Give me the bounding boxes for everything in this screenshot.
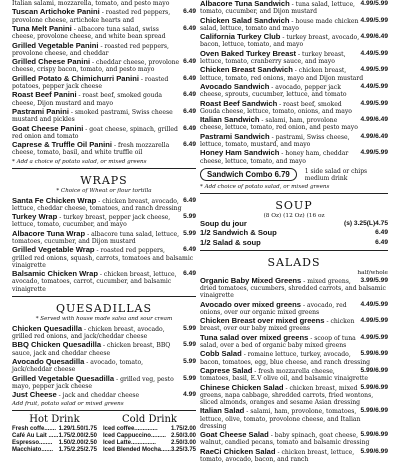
item-name: Albacore Tuna Wrap [12,228,86,238]
item-price: 5.99/6.99 [360,350,388,358]
item-name: 1/2 Sandwich & Soup [200,228,277,238]
drink-label: Macchiato....... [12,447,54,454]
quesadillas-subtitle: * Served with house made salsa and sour cream [35,315,173,322]
item-description: - roast beef, smoked Gouda cheese, lettuce, tomato, onions, and mayo [200,100,352,115]
item-price: 5.99/6.99 [360,407,388,415]
quesadillas-note: Add fruit, potato salad or mixed greens [12,401,124,408]
item-name: Chicken Breast Sandwich [200,65,293,75]
menu-item [200,431,388,446]
item-description: - romaine lettuce, turkey, avocado, bacon, tomatoes, egg, blue cheese, and ranch dressing [200,351,371,366]
item-price: 4.49/5.99 [360,82,388,90]
item-price: 5.99 [183,229,196,237]
item-name: RaeCi Chicken Salad [200,446,276,456]
item-price: 4.49/5.99 [360,49,388,57]
drink-price: 1.50/2.00/2.50 [58,440,97,447]
menu-item [200,50,388,65]
item-description: - chicken breast, avocado, lettuce, cheddar cheese, tomatoes, and ranch dressing [12,197,182,212]
item-price: 4.99/6.49 [360,132,388,140]
drink-label: Iced coffee.............. [102,426,158,433]
drink-row [103,426,196,433]
divider [12,168,196,169]
salads-size-hint: half/whole [357,269,388,276]
item-name: Pastrami Sandwich [200,131,270,141]
item-price: 3.99/5.99 [360,276,388,284]
menu-item [12,246,196,269]
drink-row [12,426,97,433]
menu-item [200,33,388,48]
drinks-section [12,414,196,454]
wraps-heading: WRAPS [80,173,128,187]
menu-item [12,8,196,23]
item-name: Cobb Salad [200,349,242,359]
item-name: Soup du jour [200,218,247,228]
item-price: 6.49 [183,107,196,115]
item-price: 4.99/5.99 [360,333,388,341]
divider [12,296,196,297]
item-description: - baby spinach, goat cheese, walnut, candied pecans, tomato and balsamic dressing [200,432,370,447]
sandwich-note: * Add choice of potato salad, or mixed greens [200,183,330,190]
item-name: Chicken Salad Sandwich [200,15,290,25]
item-name: Organic Baby Mixed Greens [200,275,302,285]
item-price: 4.99/5.99 [360,149,388,157]
item-name: Goat Cheese Panini [12,123,84,133]
menu-item [12,270,196,293]
item-name: Honey Ham Sandwich [200,148,280,158]
drink-label: Iced Cappuccino......... [102,433,166,440]
item-price: 6.49 [183,58,196,66]
drink-row [12,433,97,440]
menu-item [200,100,388,115]
wraps-list [12,197,196,293]
item-name: Italian Salad [200,406,245,416]
item-description: - avocado, pepper jack cheese, sprouts, cucumber, lettuce, and tomato [200,83,347,99]
soup-list [200,220,388,247]
item-price: 5.99 [183,357,196,365]
item-name: Roast Beef Sandwich [200,98,278,108]
item-description: - tuna salad, lettuce, tomato, cucumber, and Dijon mustard [200,1,355,16]
cold-drinks-list [103,426,196,454]
combo-description: 1 side salad or chips medium drink [304,167,368,182]
item-name: Avocado Sandwich [200,81,270,91]
menu-item [200,334,388,349]
drink-row [103,440,196,447]
menu-item [12,125,196,140]
item-name: Turkey Wrap [12,212,58,222]
item-description: - house made chicken salad, lettuce, tomato and mayo [200,17,359,32]
menu-item [200,350,388,365]
item-description: Italian salami, mozzarella, tomato, and pesto mayo [12,0,170,7]
item-price: 4.49/5.99 [360,300,388,308]
item-description: - pastrami, Swiss cheese, lettuce, tomato, mustard, and mayo [200,133,350,148]
item-name: Albacore Tuna Sandwich [200,0,290,8]
item-description: - roasted red peppers, grilled red onions, squash, carrots, tomatoes and balsamic vinaigrette [12,247,194,269]
item-price: 5.99/6.99 [360,447,388,455]
item-description: - chicken breast, lettuce, tomato, red onions, mayo and Dijon mustard [200,67,364,82]
item-name: Balsamic Chicken Wrap [12,269,98,279]
item-name: Grilled Vegetable Quesadilla [12,373,115,383]
drink-price: 1.29/1.50/1.75 [58,426,97,433]
item-name: Tuna salad over mixed greens [200,332,309,342]
item-description: - albacore tuna salad, swiss cheese, provolone cheese, and white bean spread [12,25,166,41]
item-price: 5.99 [183,324,196,332]
item-description: - albacore tuna salad, lettuce, tomatoes, cucumber, and Dijon mustard [12,230,180,245]
left-column [12,0,196,454]
item-name: Santa Fe Chicken Wrap [12,195,97,205]
item-price: 6.49 [183,124,196,132]
item-price: 6.49 [183,74,196,82]
item-name: Grilled Vegetable Wrap [12,245,95,255]
menu-item [200,317,388,332]
quesadillas-heading: QUESADILLAS [55,301,153,315]
menu-item [12,141,196,156]
item-name: California Turkey Club [200,32,281,42]
right-column [200,0,388,463]
item-description: - fresh mozzarella cheese, tomatoes, basil, E.V olive oil, and balsamic vinaigrette [200,367,368,383]
item-name: Grilled Vegetable Panini [12,40,99,50]
item-price: (s) 3.25(L)4.75 [344,219,388,227]
item-name: Chicken Quesadilla [12,323,83,333]
menu-item [200,407,388,430]
item-description: - roast beef, smoked gouda cheese, Dijon mustard and mayo [12,92,162,107]
menu-item [12,25,196,40]
item-price: 4.99/5.99 [360,0,388,7]
menu-item [200,83,388,98]
item-description: - salami, ham, provolone cheese, lettuce, tomato, red onion, and pesto mayo [200,117,358,132]
hot-drinks-list [12,426,97,454]
item-name: Caprese & Truffle Oil Panini [12,140,113,150]
drink-row [103,447,196,454]
drink-row [12,440,97,447]
soup-sizes: (8 Oz) (12 Oz) (16 oz [263,212,325,219]
item-description: - smoked pastrami, Swiss cheese mustard and pickles [12,108,173,124]
item-name: Chinese Chicken Salad [200,382,284,392]
item-name: Roast Beef Panini [12,90,77,100]
item-description: - cheddar cheese, provolone cheese, crispy bacon, tomato, and pesto mayo [12,59,180,74]
item-price: 5.99/6.99 [360,383,388,391]
item-price: 6.49 [183,24,196,32]
drink-label: Iced Blended Mocha...... [102,447,171,454]
drink-label: Iced Latte............... [102,440,156,447]
menu-item [12,42,196,57]
item-price: 5.99 [183,341,196,349]
item-price: 6.49 [375,229,388,237]
salads-heading: SALADS [267,255,321,269]
menu-item [200,229,388,237]
combo-row [200,168,388,182]
item-price: 6.49 [183,196,196,204]
item-description: - salami, ham, provolone, tomatoes, lettuce, olive, tomato, provolone cheese, and Italian dressing [200,408,361,430]
item-name: Just Cheese [12,390,57,400]
drink-price: 1.75/2.25/2.75 [58,447,97,454]
menu-item [12,75,196,90]
item-description: - chicken breast, over our baby mixed greens [200,318,355,333]
item-description: - turkey breast, avocado, bacon, lettuce, tomato, and mayo [200,34,360,49]
item-description: - chicken breast, mixed greens, napa cabbage, shredded carrots, fried wontons, sliced almonds, oranges and sesame Asian dressing [200,384,374,406]
item-description: - scoop of tuna salad, over a bed of organic baby mixed greens [200,334,356,349]
item-price: 5.99/6.99 [360,366,388,374]
item-description: - chicken breast, avocado, grilled red onions, and jack/cheddar cheese [12,325,165,340]
item-name: Goat Cheese Salad [200,430,269,440]
soup-heading: SOUP [275,198,313,212]
item-name: BBQ Chicken Quesadilla [12,340,102,350]
drink-price: 1.75/2.00/2.50 [58,433,97,440]
item-price: 5.99 [183,213,196,221]
item-name: Grilled Potato & Chimichurri Panini [12,73,139,83]
menu-item [200,277,388,300]
menu-item [12,358,196,373]
item-description: - chicken breast, lettuce, avocado, tomatoes, carrot, cucumber, and balsamic vinaigrette [12,271,177,293]
panini-list [12,0,196,157]
menu-item [200,116,388,131]
menu-item [12,341,196,356]
menu-item [200,384,388,407]
drink-row [12,447,97,454]
item-price: 6.49 [183,91,196,99]
menu-item [200,448,388,463]
menu-item [200,133,388,148]
menu-item [12,0,196,7]
item-description: - turkey breast, pepper jack cheese, lettuce, tomato, cucumber, and mayo [12,214,171,229]
item-price: 6.49 [183,8,196,16]
item-name: Chicken Breast over mixed greens [200,316,325,326]
item-name: Pastrami Panini [12,106,69,116]
menu-item [12,325,196,340]
item-description: - avocado, tomato, jack/cheddar cheese [12,358,144,374]
item-name: Avocado Quesadilla [12,356,85,366]
item-description: - roasted red peppers, provolone cheese, artichoke hearts and [12,9,171,24]
divider [200,193,388,194]
item-name: Grilled Cheese Panini [12,57,91,67]
drink-price: 2.50/3.00 [170,440,196,447]
item-name: Tuna Melt Panini [12,23,72,33]
combo-badge: Sandwich Combo 6.79 [200,168,297,181]
divider [200,250,388,251]
item-price: 4.99 [183,391,196,399]
drink-label: Fresh coffe....... [12,426,57,433]
item-price: 6.49 [375,238,388,246]
item-price: 4.99/5.99 [360,99,388,107]
item-price: 5.99/6.99 [360,431,388,439]
item-price: 6.49 [183,141,196,149]
drink-price: 3.25/3.75 [170,447,196,454]
item-price: 6.49 [183,246,196,254]
menu-item [12,213,196,228]
item-name: Caprese Salad [200,365,253,375]
item-description: - mixed greens, dried tomatoes, cucumbers, shredded carrots, and balsamic vinaigrette [200,277,386,300]
menu-item [200,239,388,247]
item-description: - chicken breast, BBQ sauce, jack and cheddar cheese [12,342,171,357]
item-description: - turkey breast, lettuce, tomato, cranberry sauce, and mayo [200,50,346,65]
item-price: 4.99/6.49 [360,116,388,124]
cold-drinks [103,414,196,454]
menu-item [200,0,388,15]
item-description: - chicken breast, lettuce, tomato, avocado, bacon, and ranch [200,448,355,463]
cold-drinks-heading: Cold Drink [122,414,177,426]
menu-item [12,230,196,245]
item-name: Italian Sandwich [200,115,260,125]
item-price: 5.99 [183,374,196,382]
hot-drinks [12,414,97,454]
item-price: 4.99/5.99 [360,317,388,325]
menu-item [200,149,388,164]
hot-drinks-heading: Hot Drink [29,414,80,426]
menu-item [200,301,388,316]
item-description: - fresh mozzarella cheese, tomato, basil, and white truffle oil [12,142,170,157]
drink-label: Café Au Lait ...... [12,433,59,440]
drink-price: 1.75/2.00 [170,426,196,433]
sandwich-list [200,0,388,165]
item-description: - roasted red peppers, provolone cheese, and cheddar [12,42,169,57]
menu-item [12,197,196,212]
menu-item [200,66,388,81]
drink-row [103,433,196,440]
salads-list [200,277,388,463]
menu-item [200,17,388,32]
item-description: - goat cheese, spinach, grilled red onion and tomato [12,125,178,140]
item-name: Tuscan Artichoke Panini [12,7,100,17]
divider [12,410,196,411]
item-description: - roasted potatoes, pepper jack cheese [12,75,169,90]
item-price: 4.99/5.99 [360,16,388,24]
item-description: - avocado, red onions, over our organic mixed greens [200,301,347,316]
menu-item [12,58,196,73]
item-description: - grilled veg, pesto mayo, pepper jack cheese [12,375,174,390]
item-description: - jack and cheddar cheese [56,392,140,400]
menu-item [12,108,196,123]
drink-label: Espresso........ [12,440,53,447]
drink-price: 2.50/3.00 [170,433,196,440]
item-price: 6.49 [183,270,196,278]
item-price: 4.99/6.49 [360,33,388,41]
item-price: 4.99/5.99 [360,66,388,74]
menu-item [12,375,196,390]
item-description: - honey ham, cheddar cheese, lettuce, tomato, and mayo [200,150,349,165]
wraps-subtitle: * Choice of Wheat or flour tortilla [56,187,152,194]
menu-item [200,220,388,228]
item-name: Oven Baked Turkey Breast [200,48,297,58]
menu-item [12,91,196,106]
panini-note: * Add a choice of potato salad, or mixed greens [12,158,147,165]
item-name: Avocado over mixed greens [200,299,302,309]
menu-item [200,367,388,382]
item-name: 1/2 Salad & soup [200,237,261,247]
menu-item [12,391,196,399]
quesadillas-list [12,325,196,400]
